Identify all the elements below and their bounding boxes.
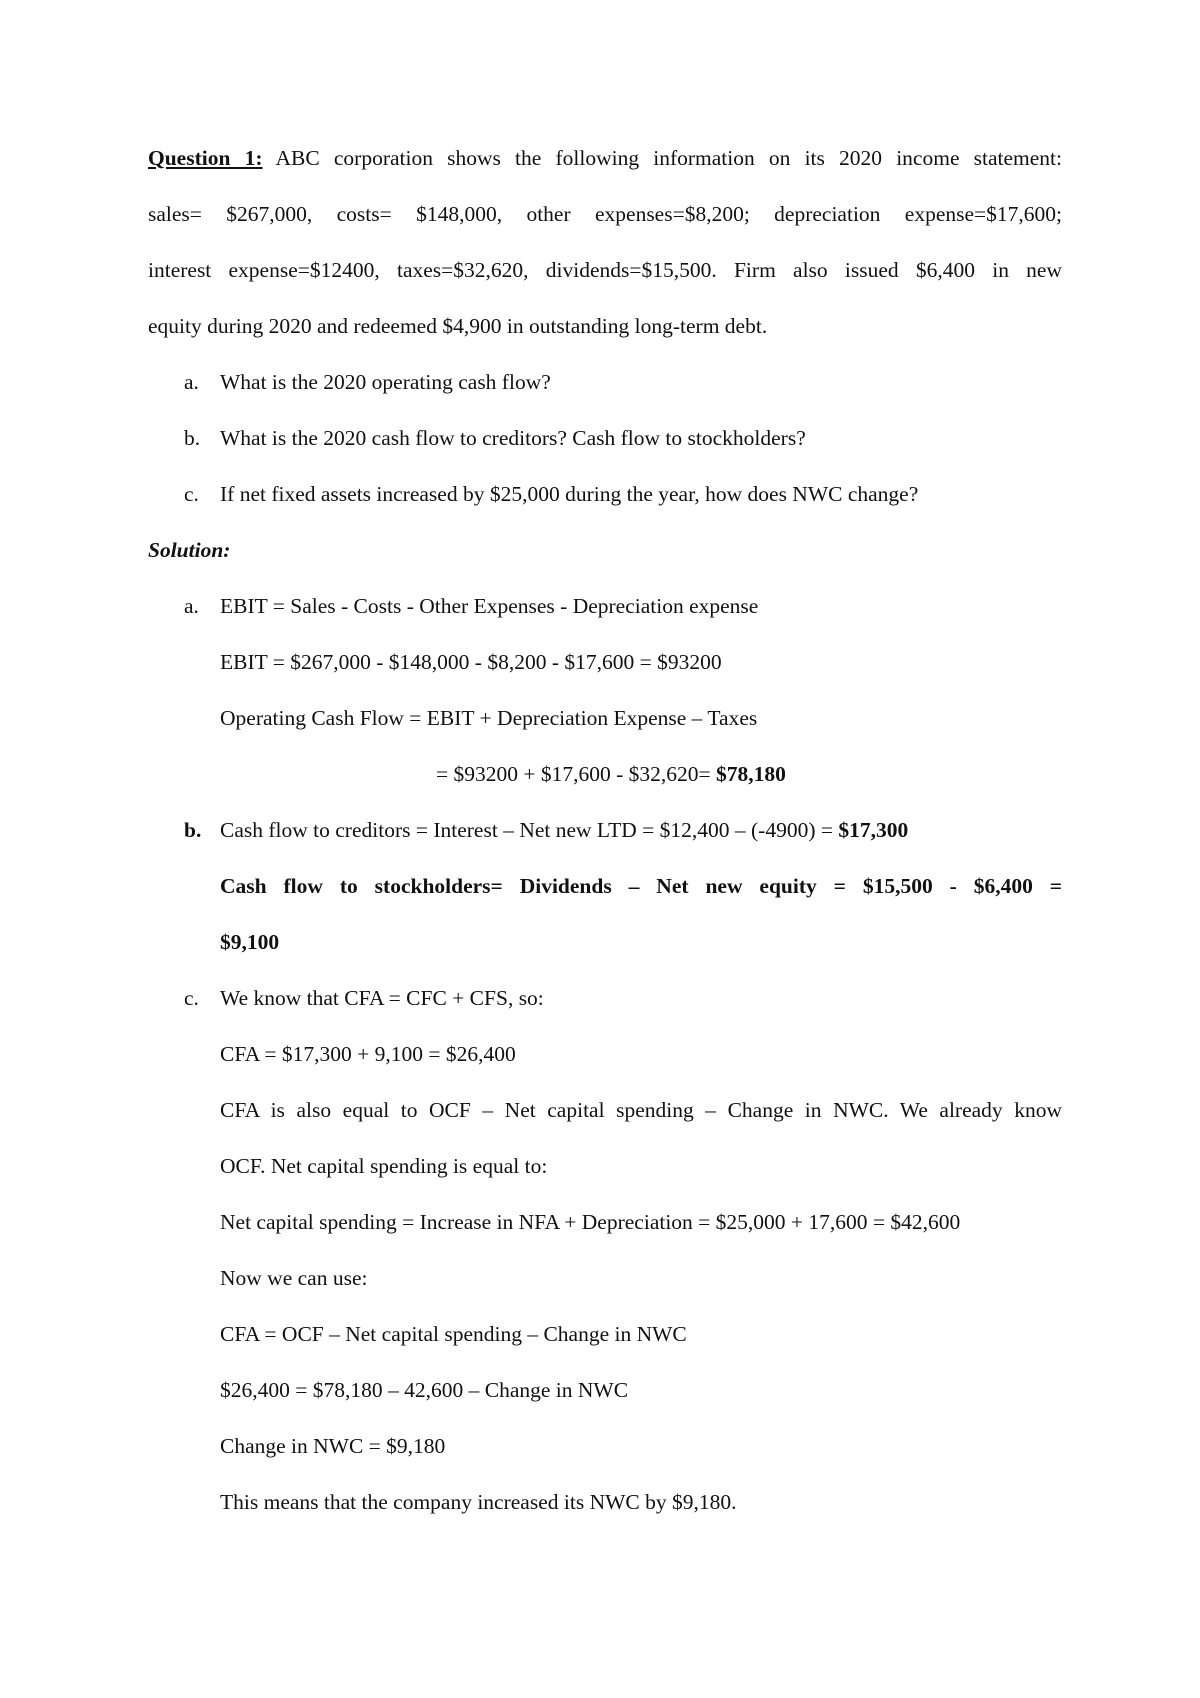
question-part-a-marker: a. xyxy=(184,370,199,394)
solution-c-marker: c. xyxy=(184,986,199,1010)
solution-a-ocf-result: $78,180 xyxy=(716,762,786,786)
solution-c-line-10: This means that the company increased its NWC by $9,180. xyxy=(220,1490,737,1514)
solution-c-line-8: $26,400 = $78,180 – 42,600 – Change in NWC xyxy=(220,1378,629,1402)
solution-c-line-9: Change in NWC = $9,180 xyxy=(220,1434,446,1458)
question-part-c-text: If net fixed assets increased by $25,000 during the year, how does NWC change? xyxy=(220,482,919,506)
question-label: Question 1: xyxy=(148,146,263,170)
solution-b-marker: b. xyxy=(184,818,202,842)
question-intro-line-4: equity during 2020 and redeemed $4,900 in outstanding long-term debt. xyxy=(148,314,768,338)
solution-c-line-2: CFA = $17,300 + 9,100 = $26,400 xyxy=(220,1042,516,1066)
solution-b-cfs-line-2: $9,100 xyxy=(220,930,280,954)
solution-c-line-3: CFA is also equal to OCF – Net capital spending – Change in NWC. We already know xyxy=(220,1098,1062,1122)
question-part-c-marker: c. xyxy=(184,482,199,506)
solution-c-line-1: We know that CFA = CFC + CFS, so: xyxy=(220,986,544,1010)
solution-c-line-7: CFA = OCF – Net capital spending – Change in NWC xyxy=(220,1322,687,1346)
solution-b-cfs-line-1: Cash flow to stockholders= Dividends – Net new equity = $15,500 - $6,400 = xyxy=(220,874,1062,898)
solution-a-ocf-formula: Operating Cash Flow = EBIT + Depreciation Expense – Taxes xyxy=(220,706,758,730)
question-intro-line-3: interest expense=$12400, taxes=$32,620, dividends=$15,500. Firm also issued $6,400 in new xyxy=(148,258,1062,282)
question-part-b-marker: b. xyxy=(184,426,201,450)
solution-a-ebit-formula: EBIT = Sales - Costs - Other Expenses - Depreciation expense xyxy=(220,594,759,618)
solution-b-cfc-text: Cash flow to creditors = Interest – Net new LTD = $12,400 – (-4900) = xyxy=(220,818,833,842)
solution-a-ebit-value: EBIT = $267,000 - $148,000 - $8,200 - $17,600 = $93200 xyxy=(220,650,722,674)
question-intro-text: ABC corporation shows the following information on its 2020 income statement: xyxy=(275,146,1063,170)
solution-c-line-5: Net capital spending = Increase in NFA + Depreciation = $25,000 + 17,600 = $42,600 xyxy=(220,1210,961,1234)
question-intro-line-2: sales= $267,000, costs= $148,000, other expenses=$8,200; depreciation expense=$17,600; xyxy=(148,202,1062,226)
question-intro-line-1 xyxy=(148,144,1062,172)
solution-a-ocf-calc: = $93200 + $17,600 - $32,620= xyxy=(436,762,711,786)
question-part-a-text: What is the 2020 operating cash flow? xyxy=(220,370,551,394)
question-part-b-text: What is the 2020 cash flow to creditors? Cash flow to stockholders? xyxy=(220,426,806,450)
solution-b-cfc-line xyxy=(220,816,908,844)
solution-a-ocf-calc-line xyxy=(436,760,786,788)
solution-c-line-4: OCF. Net capital spending is equal to: xyxy=(220,1154,548,1178)
solution-label: Solution: xyxy=(148,538,231,562)
solution-c-line-6: Now we can use: xyxy=(220,1266,368,1290)
solution-b-cfc-result: $17,300 xyxy=(838,818,909,842)
solution-a-marker: a. xyxy=(184,594,199,618)
